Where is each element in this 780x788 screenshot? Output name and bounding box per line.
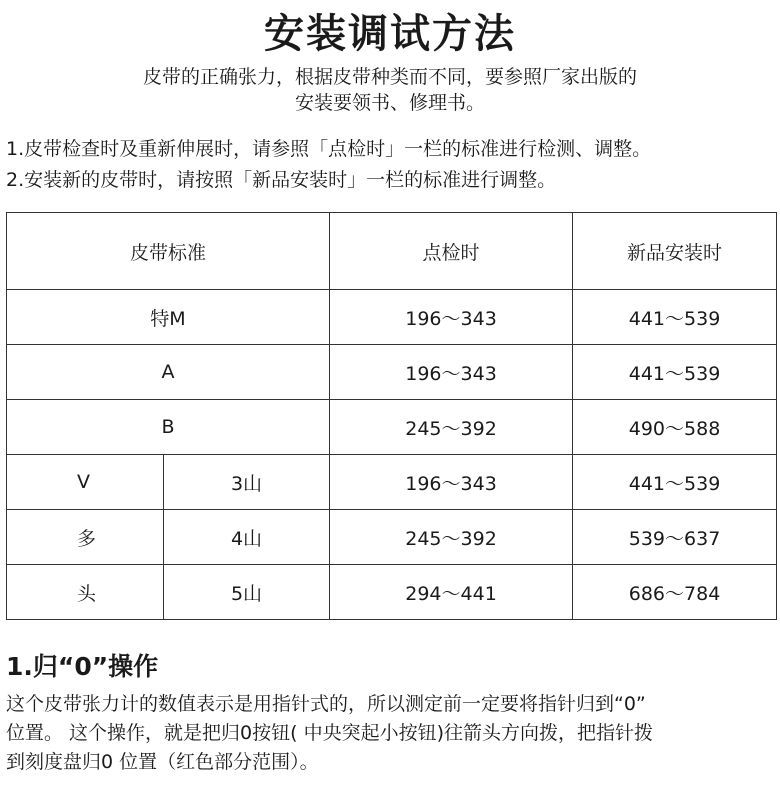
header-new-install: 新品安装时 bbox=[573, 213, 777, 290]
instruction-steps bbox=[6, 134, 776, 196]
page-title: 安装调试方法 bbox=[264, 11, 516, 57]
zero-reset-section-title: 1.归“0”操作 bbox=[6, 652, 159, 681]
rib-count-cell: 3山 bbox=[164, 455, 330, 510]
description-line-2: 位置。 这个操作，就是把归0按钮( 中央突起小按钮)往箭头方向拨，把指针拨 bbox=[6, 722, 653, 744]
new-install-value: 441～539 bbox=[573, 455, 777, 510]
table-row bbox=[7, 290, 777, 345]
zero-reset-description bbox=[6, 690, 776, 777]
new-install-value: 686～784 bbox=[573, 565, 777, 620]
inspection-value: 245～392 bbox=[330, 400, 573, 455]
belt-type-cell: 特M bbox=[7, 290, 330, 345]
step-1: 1.皮带检查时及重新伸展时，请参照「点检时」一栏的标准进行检测、调整。 bbox=[6, 138, 652, 160]
belt-tension-table bbox=[6, 212, 777, 620]
step-2: 2.安装新的皮带时，请按照「新品安装时」一栏的标准进行调整。 bbox=[6, 169, 557, 191]
table-row bbox=[7, 455, 777, 510]
inspection-value: 196～343 bbox=[330, 290, 573, 345]
table-row bbox=[7, 345, 777, 400]
multi-belt-label-cell: 头 bbox=[7, 565, 164, 620]
rib-count-cell: 4山 bbox=[164, 510, 330, 565]
description-line-3: 到刻度盘归0 位置（红色部分范围）。 bbox=[6, 751, 319, 773]
belt-type-cell: B bbox=[7, 400, 330, 455]
belt-type-cell: A bbox=[7, 345, 330, 400]
header-belt-standard: 皮带标准 bbox=[7, 213, 330, 290]
inspection-value: 245～392 bbox=[330, 510, 573, 565]
rib-count-cell: 5山 bbox=[164, 565, 330, 620]
table-row bbox=[7, 400, 777, 455]
intro-text bbox=[0, 64, 780, 116]
intro-line-2: 安装要领书、修理书。 bbox=[294, 92, 485, 114]
new-install-value: 490～588 bbox=[573, 400, 777, 455]
multi-belt-label-cell: 多 bbox=[7, 510, 164, 565]
table-row bbox=[7, 510, 777, 565]
table-row bbox=[7, 565, 777, 620]
inspection-value: 294～441 bbox=[330, 565, 573, 620]
new-install-value: 441～539 bbox=[573, 290, 777, 345]
table-header-row bbox=[7, 213, 777, 290]
description-line-1: 这个皮带张力计的数值表示是用指针式的，所以测定前一定要将指针归到“0” bbox=[6, 693, 646, 715]
inspection-value: 196～343 bbox=[330, 455, 573, 510]
intro-line-1: 皮带的正确张力，根据皮带种类而不同，要参照厂家出版的 bbox=[142, 66, 637, 88]
inspection-value: 196～343 bbox=[330, 345, 573, 400]
new-install-value: 441～539 bbox=[573, 345, 777, 400]
multi-belt-label-cell: V bbox=[7, 455, 164, 510]
header-inspection: 点检时 bbox=[330, 213, 573, 290]
new-install-value: 539～637 bbox=[573, 510, 777, 565]
